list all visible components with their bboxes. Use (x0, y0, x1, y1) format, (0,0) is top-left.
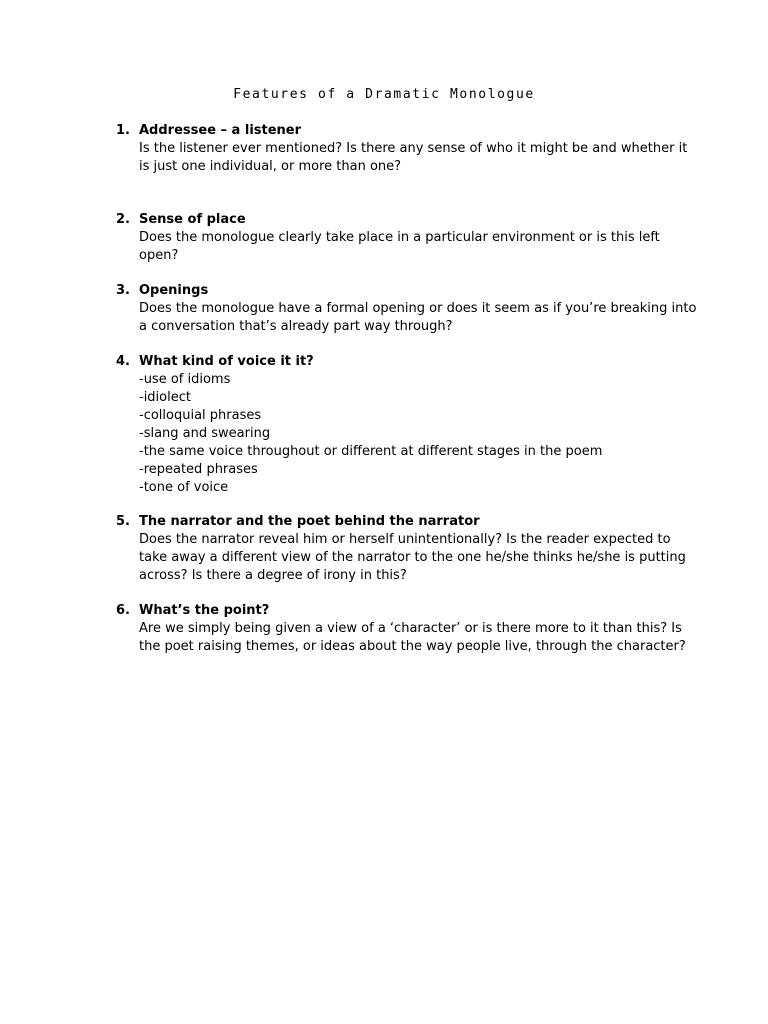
list-number: 6. (116, 603, 130, 618)
list-item-sense-of-place (116, 211, 696, 265)
section-text: Is the listener ever mentioned? Is there any sense of who it might be and whether it (139, 141, 688, 156)
section-heading: Sense of place (139, 212, 246, 227)
document-title: Features of a Dramatic Monologue (233, 87, 535, 102)
list-number: 2. (116, 212, 130, 227)
list-number: 1. (116, 123, 130, 138)
section-text: open? (139, 248, 179, 263)
section-heading: What kind of voice it it? (139, 354, 314, 369)
list-number: 4. (116, 354, 130, 369)
section-heading: Openings (139, 283, 209, 298)
section-text: Does the monologue have a formal opening or does it seem as if you’re breaking into (139, 301, 697, 316)
section-text: -the same voice throughout or different at different stages in the poem (139, 444, 603, 459)
section-text: take away a different view of the narrator to the one he/she thinks he/she is putting (139, 550, 686, 565)
section-heading: The narrator and the poet behind the narrator (139, 514, 480, 529)
section-text: Does the monologue clearly take place in a particular environment or is this left (139, 230, 660, 245)
section-text: the poet raising themes, or ideas about the way people live, through the character? (139, 639, 686, 654)
section-text: across? Is there a degree of irony in this? (139, 568, 407, 583)
list-item-point (116, 602, 696, 656)
list-item-openings (116, 282, 696, 336)
section-text: -colloquial phrases (139, 408, 262, 423)
section-text: -tone of voice (139, 480, 229, 495)
section-text: -idiolect (139, 390, 191, 405)
list-item-narrator (116, 513, 696, 585)
list-number: 5. (116, 514, 130, 529)
section-text: -use of idioms (139, 372, 231, 387)
section-text: -slang and swearing (139, 426, 271, 441)
list-number: 3. (116, 283, 130, 298)
section-text: -repeated phrases (139, 462, 258, 477)
section-text: a conversation that’s already part way through? (139, 319, 453, 334)
section-heading: Addressee – a listener (139, 123, 302, 138)
section-heading: What’s the point? (139, 603, 270, 618)
list-item-voice (116, 353, 696, 497)
section-text: Are we simply being given a view of a ‘character’ or is there more to it than this? Is (139, 621, 682, 636)
section-text: is just one individual, or more than one? (139, 159, 402, 174)
section-text: Does the narrator reveal him or herself unintentionally? Is the reader expected to (139, 532, 671, 547)
list-item-addressee (116, 122, 696, 176)
